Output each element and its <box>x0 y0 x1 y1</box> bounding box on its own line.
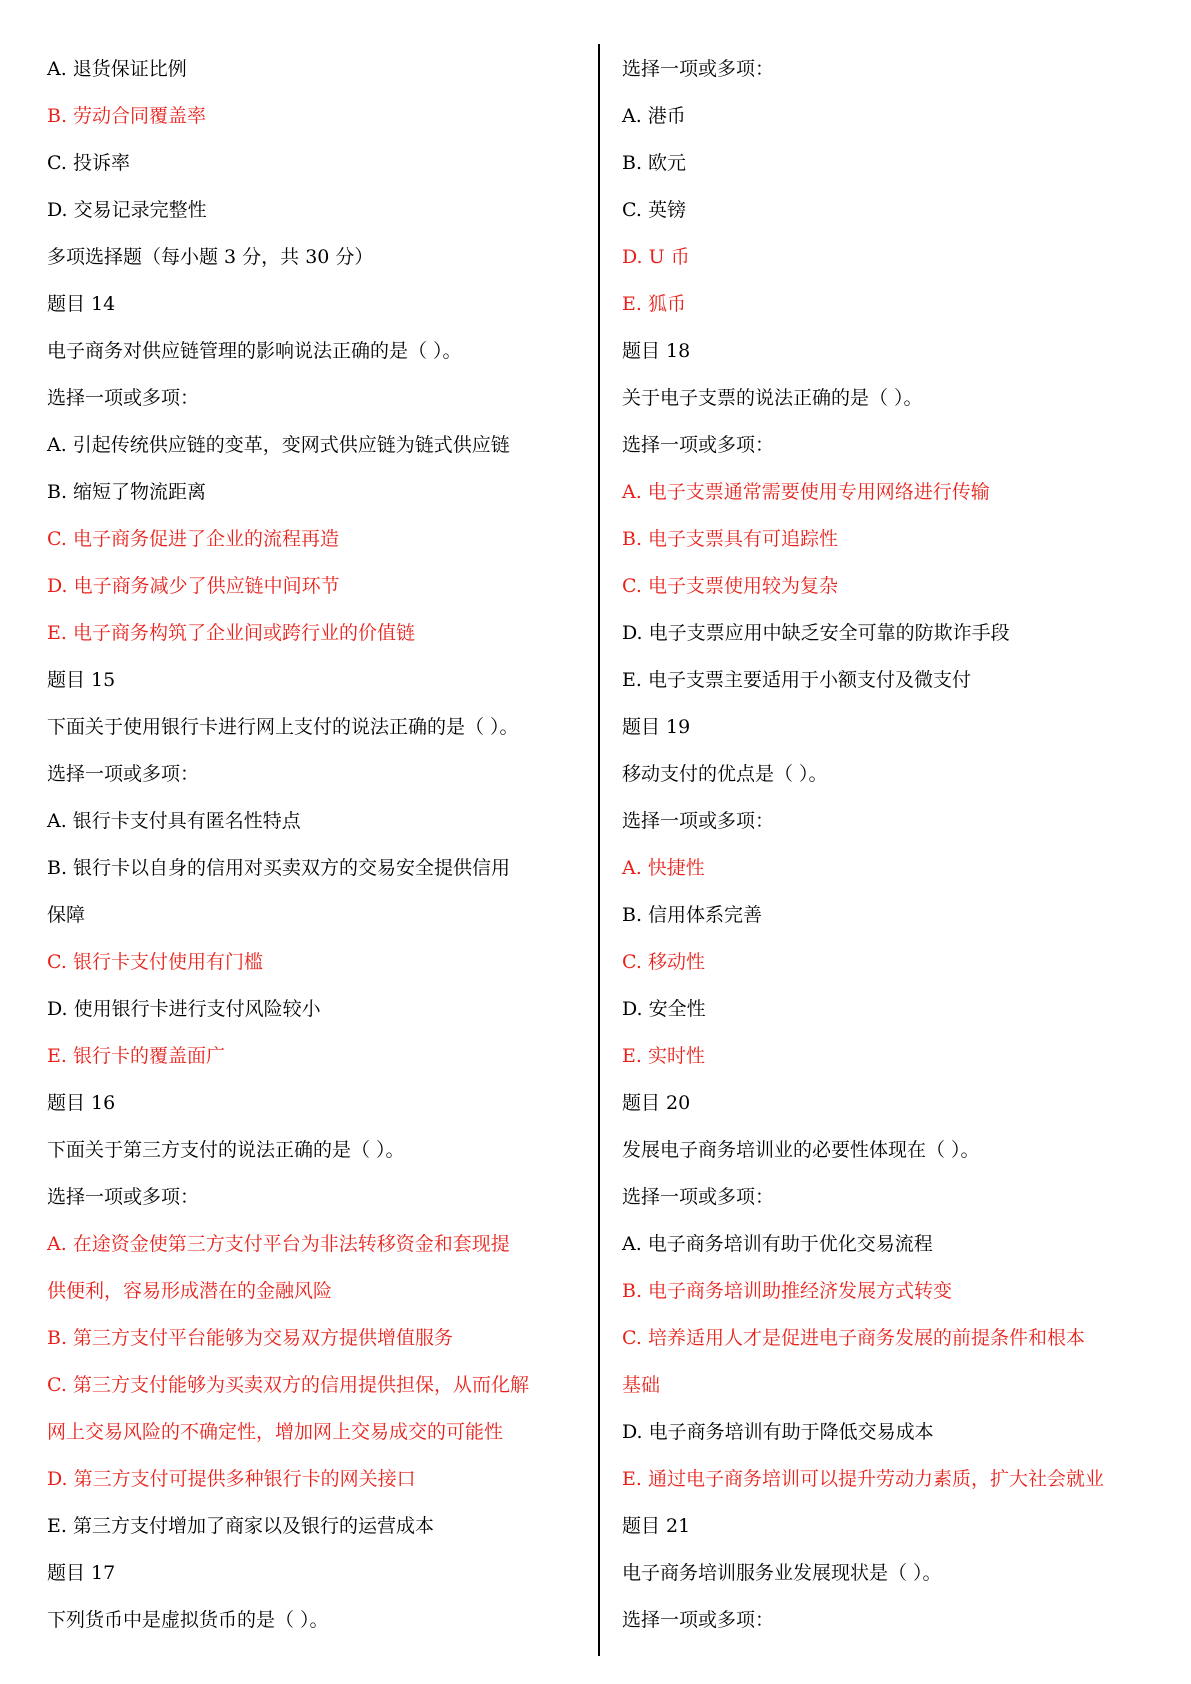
correct-option: C. 电子支票使用较为复杂 <box>622 575 838 597</box>
left-column <box>47 46 592 1644</box>
instruction-text: 选择一项或多项： <box>622 434 775 456</box>
question-number: 题目 17 <box>47 1562 116 1584</box>
instruction-text: 选择一项或多项： <box>622 1186 775 1208</box>
question-number: 题目 18 <box>622 340 691 362</box>
instruction-text: 选择一项或多项： <box>622 1609 775 1631</box>
option: A. 引起传统供应链的变革，变网式供应链为链式供应链 <box>47 434 510 456</box>
question-number: 题目 20 <box>622 1092 691 1114</box>
correct-option: C. 第三方支付能够为买卖双方的信用提供担保，从而化解 <box>47 1374 529 1396</box>
correct-option-continuation: 基础 <box>622 1374 661 1396</box>
question-text: 移动支付的优点是（ ）。 <box>622 763 828 785</box>
option: A. 电子商务培训有助于优化交易流程 <box>622 1233 933 1255</box>
correct-option: B. 电子商务培训助推经济发展方式转变 <box>622 1280 953 1302</box>
option: E. 第三方支付增加了商家以及银行的运营成本 <box>47 1515 434 1537</box>
option: D. 电子商务培训有助于降低交易成本 <box>622 1421 934 1443</box>
question-number: 题目 16 <box>47 1092 116 1114</box>
right-column <box>622 46 1162 1644</box>
correct-option: A. 在途资金使第三方支付平台为非法转移资金和套现提 <box>47 1233 510 1255</box>
column-divider <box>598 44 600 1656</box>
correct-option-continuation: 网上交易风险的不确定性，增加网上交易成交的可能性 <box>47 1421 504 1443</box>
option: A. 退货保证比例 <box>47 58 187 80</box>
correct-option: B. 电子支票具有可追踪性 <box>622 528 839 550</box>
correct-option: D. U 币 <box>622 246 690 268</box>
correct-option: A. 电子支票通常需要使用专用网络进行传输 <box>622 481 990 503</box>
instruction-text: 选择一项或多项： <box>47 763 200 785</box>
question-text: 关于电子支票的说法正确的是（ ）。 <box>622 387 923 409</box>
question-number: 题目 19 <box>622 716 691 738</box>
option: E. 电子支票主要适用于小额支付及微支付 <box>622 669 971 691</box>
instruction-text: 选择一项或多项： <box>622 810 775 832</box>
instruction-text: 选择一项或多项： <box>47 387 200 409</box>
correct-option: B. 劳动合同覆盖率 <box>47 105 207 127</box>
option: C. 投诉率 <box>47 152 130 174</box>
correct-option: C. 银行卡支付使用有门槛 <box>47 951 263 973</box>
option: C. 英镑 <box>622 199 686 221</box>
option: B. 银行卡以自身的信用对买卖双方的交易安全提供信用 <box>47 857 511 879</box>
correct-option: E. 实时性 <box>622 1045 705 1067</box>
correct-option: B. 第三方支付平台能够为交易双方提供增值服务 <box>47 1327 454 1349</box>
option: B. 欧元 <box>622 152 687 174</box>
question-number: 题目 21 <box>622 1515 691 1537</box>
question-number: 题目 14 <box>47 293 116 315</box>
question-number: 题目 15 <box>47 669 116 691</box>
option: B. 信用体系完善 <box>622 904 763 926</box>
option: D. 使用银行卡进行支付风险较小 <box>47 998 321 1020</box>
text-line: 多项选择题（每小题 3 分，共 30 分） <box>47 246 374 268</box>
correct-option: D. 电子商务减少了供应链中间环节 <box>47 575 340 597</box>
question-text: 下列货币中是虚拟货币的是（ ）。 <box>47 1609 329 1631</box>
option: D. 交易记录完整性 <box>47 199 207 221</box>
correct-option: E. 电子商务构筑了企业间或跨行业的价值链 <box>47 622 415 644</box>
correct-option: C. 电子商务促进了企业的流程再造 <box>47 528 339 550</box>
question-text: 电子商务培训服务业发展现状是（ ）。 <box>622 1562 942 1584</box>
correct-option: C. 培养适用人才是促进电子商务发展的前提条件和根本 <box>622 1327 1085 1349</box>
correct-option-continuation: 供便利，容易形成潜在的金融风险 <box>47 1280 333 1302</box>
option: B. 缩短了物流距离 <box>47 481 207 503</box>
option: A. 港币 <box>622 105 686 127</box>
text-line: 保障 <box>47 904 86 926</box>
option: D. 电子支票应用中缺乏安全可靠的防欺诈手段 <box>622 622 1010 644</box>
correct-option: A. 快捷性 <box>622 857 705 879</box>
instruction-text: 选择一项或多项： <box>47 1186 200 1208</box>
correct-option: E. 狐币 <box>622 293 686 315</box>
question-text: 电子商务对供应链管理的影响说法正确的是（ ）。 <box>47 340 462 362</box>
correct-option: C. 移动性 <box>622 951 705 973</box>
correct-option: E. 银行卡的覆盖面广 <box>47 1045 225 1067</box>
option: A. 银行卡支付具有匿名性特点 <box>47 810 301 832</box>
question-text: 发展电子商务培训业的必要性体现在（ ）。 <box>622 1139 980 1161</box>
option: D. 安全性 <box>622 998 706 1020</box>
correct-option: E. 通过电子商务培训可以提升劳动力素质，扩大社会就业 <box>622 1468 1104 1490</box>
question-text: 下面关于使用银行卡进行网上支付的说法正确的是（ ）。 <box>47 716 519 738</box>
question-text: 下面关于第三方支付的说法正确的是（ ）。 <box>47 1139 405 1161</box>
correct-option: D. 第三方支付可提供多种银行卡的网关接口 <box>47 1468 416 1490</box>
instruction-text: 选择一项或多项： <box>622 58 775 80</box>
